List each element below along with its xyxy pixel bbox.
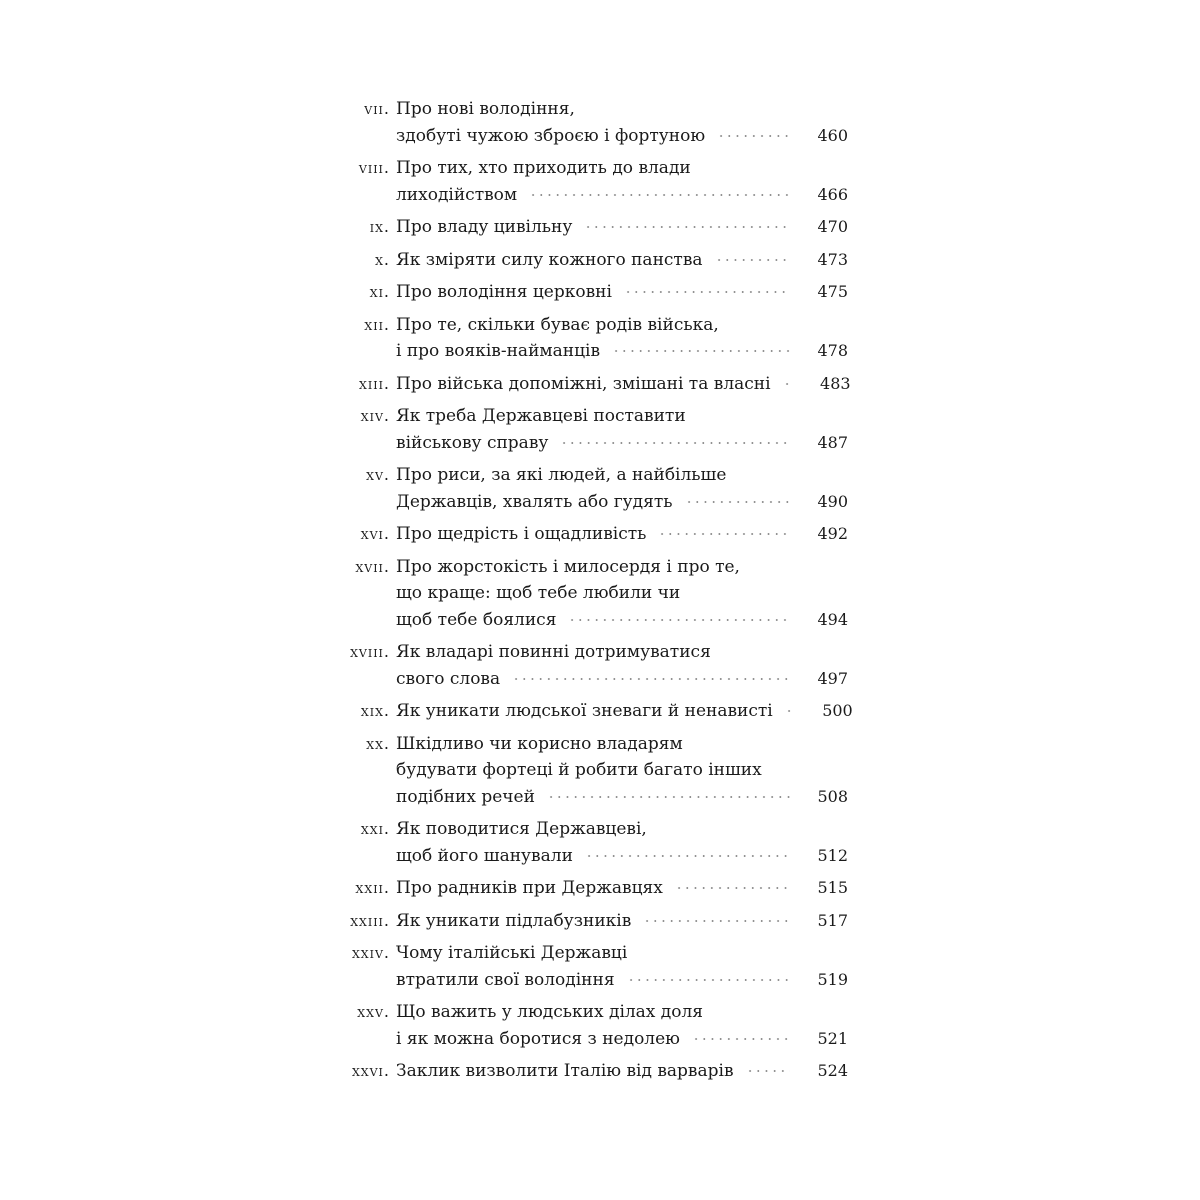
dot-leader	[529, 193, 790, 197]
chapter-title-last-line	[396, 489, 848, 516]
toc-entry[interactable]	[300, 1058, 848, 1085]
chapter-number: vii.	[364, 99, 390, 118]
chapter-number: xx.	[366, 733, 390, 753]
page-number: 490	[817, 491, 848, 511]
table-of-contents	[300, 96, 853, 1091]
chapter-title-last-line	[396, 182, 848, 209]
chapter-title-last-line	[396, 214, 848, 241]
page-number: 460	[817, 125, 848, 145]
chapter-number: xv.	[366, 465, 390, 484]
chapter-title-last-line	[396, 247, 848, 274]
chapter-title-line: Державців, хвалять або гудять	[396, 491, 673, 512]
chapter-number: xxii.	[355, 878, 390, 897]
chapter-title	[396, 403, 848, 456]
chapter-title-line: і про вояків-найманців	[396, 341, 601, 361]
chapter-title	[396, 214, 848, 241]
page-number: 475	[817, 282, 848, 301]
chapter-title-line: Про владу цивільну	[396, 217, 573, 237]
chapter-number: viii.	[358, 158, 390, 177]
chapter-title-last-line	[396, 1026, 848, 1053]
chapter-title-line: лиходійством	[396, 184, 518, 205]
page-number: 500	[822, 701, 853, 720]
page-number: 470	[817, 217, 848, 236]
page-number: 515	[817, 878, 848, 897]
dot-leader	[658, 532, 790, 536]
page-number: 497	[817, 668, 848, 688]
toc-entry[interactable]	[300, 816, 848, 869]
chapter-title-last-line	[396, 521, 848, 548]
chapter-title-last-line	[396, 666, 848, 693]
chapter-title-last-line	[396, 698, 853, 725]
chapter-number: xiii.	[359, 373, 390, 393]
chapter-title	[396, 279, 848, 306]
chapter-title-line: щоб його шанували	[396, 845, 573, 866]
chapter-title-line: Що важить у людських ділах доля	[396, 1002, 704, 1022]
chapter-title	[396, 999, 848, 1052]
chapter-title-line: будувати фортеці й робити багато інших	[396, 760, 762, 780]
chapter-title-line: Як треба Державцеві поставити	[396, 406, 686, 426]
toc-entry[interactable]	[300, 371, 851, 398]
chapter-title-line: здобуті чужою зброєю і фортуною	[396, 125, 706, 146]
dot-leader	[612, 349, 790, 353]
chapter-number: ix.	[369, 217, 390, 236]
chapter-title-last-line	[396, 1058, 848, 1085]
dot-leader	[783, 382, 793, 386]
dot-leader	[512, 677, 790, 681]
chapter-number: xvi.	[360, 524, 390, 543]
dot-leader	[785, 709, 795, 713]
toc-entry[interactable]	[300, 875, 848, 902]
page-number: 508	[817, 786, 848, 806]
chapter-title	[396, 698, 853, 725]
toc-entry[interactable]	[300, 999, 848, 1052]
chapter-title	[396, 1058, 848, 1085]
dot-leader	[715, 258, 790, 262]
chapter-title-last-line	[396, 607, 848, 634]
chapter-number: xxvi.	[351, 1061, 390, 1080]
dot-leader	[717, 134, 790, 138]
page-number: 478	[817, 341, 848, 360]
chapter-title-line: Про тих, хто приходить до влади	[396, 158, 691, 178]
chapter-title-line: Про риси, за які людей, а найбільше	[396, 465, 727, 485]
chapter-title-last-line	[396, 843, 848, 870]
chapter-title-last-line	[396, 875, 848, 902]
page-number: 519	[817, 969, 848, 989]
chapter-title-line: Про те, скільки буває родів війська,	[396, 314, 719, 335]
chapter-number: xviii.	[350, 642, 390, 661]
toc-entry[interactable]	[300, 908, 848, 935]
chapter-title-line: Про війська допоміжні, змішані та власні	[396, 373, 771, 394]
page-number: 492	[817, 524, 848, 543]
chapter-title	[396, 816, 848, 869]
chapter-title-last-line	[396, 784, 848, 811]
chapter-title	[396, 247, 848, 274]
chapter-number: xxi.	[360, 819, 390, 838]
toc-entry[interactable]	[300, 403, 848, 456]
toc-entry[interactable]	[300, 312, 848, 365]
chapter-title-last-line	[396, 371, 851, 398]
chapter-title-line: втратили свої володіння	[396, 969, 615, 990]
toc-entry[interactable]	[300, 214, 848, 241]
toc-entry[interactable]	[300, 731, 848, 811]
dot-leader	[584, 225, 790, 229]
chapter-title-last-line	[396, 123, 848, 150]
chapter-title-line: Як уникати підлабузників	[396, 910, 632, 931]
chapter-title-line: Про нові володіння,	[396, 99, 575, 119]
chapter-title-line: і як можна боротися з недолею	[396, 1028, 680, 1049]
chapter-title-line: військову справу	[396, 432, 549, 453]
chapter-title-line: Як владарі повинні дотримуватися	[396, 642, 711, 662]
chapter-title-line: Шкідливо чи корисно владарям	[396, 733, 683, 754]
page-number: 483	[820, 373, 851, 393]
toc-entry[interactable]	[300, 462, 848, 515]
chapter-number: xix.	[360, 701, 390, 720]
toc-entry[interactable]	[300, 639, 848, 692]
chapter-title-last-line	[396, 908, 848, 935]
chapter-title	[396, 554, 848, 634]
dot-leader	[627, 978, 790, 982]
chapter-number: xvii.	[355, 556, 390, 576]
toc-entry[interactable]	[300, 554, 848, 634]
chapter-title-line: свого слова	[396, 668, 501, 689]
chapter-title-line: Як зміряти силу кожного панства	[396, 249, 703, 270]
chapter-title-line: Чому італійські Державці	[396, 943, 628, 963]
dot-leader	[568, 618, 790, 622]
toc-entry[interactable]	[300, 96, 848, 149]
chapter-title-line: що краще: щоб тебе любили чи	[396, 583, 681, 603]
toc-entry[interactable]	[300, 940, 848, 993]
page-number: 517	[817, 910, 848, 930]
chapter-title-line: подібних речей	[396, 786, 535, 807]
dot-leader	[585, 854, 790, 858]
dot-leader	[624, 290, 790, 294]
page-number: 487	[817, 432, 848, 452]
chapter-number: x.	[375, 249, 390, 269]
chapter-number: xi.	[369, 282, 390, 301]
chapter-title	[396, 371, 851, 398]
chapter-number: xiv.	[360, 406, 390, 425]
page-number: 473	[817, 249, 848, 269]
dot-leader	[675, 886, 790, 890]
chapter-title	[396, 312, 848, 365]
chapter-title	[396, 462, 848, 515]
dot-leader	[692, 1037, 790, 1041]
chapter-title-line: Про радників при Державцях	[396, 878, 663, 898]
toc-entry[interactable]	[300, 247, 848, 274]
chapter-title-line: Як уникати людської зневаги й ненависті	[396, 701, 773, 721]
chapter-title	[396, 639, 848, 692]
dot-leader	[685, 500, 790, 504]
chapter-title-last-line	[396, 279, 848, 306]
chapter-title-line: Як поводитися Державцеві,	[396, 819, 647, 839]
dot-leader	[547, 795, 790, 799]
chapter-title-line: щоб тебе боялися	[396, 609, 557, 630]
chapter-title-line: Заклик визволити Італію від варварів	[396, 1061, 734, 1081]
dot-leader	[560, 441, 790, 445]
page-number: 524	[817, 1061, 848, 1080]
chapter-title	[396, 731, 848, 811]
chapter-title	[396, 96, 848, 149]
toc-entry[interactable]	[300, 279, 848, 306]
toc-entry[interactable]	[300, 698, 853, 725]
chapter-title	[396, 155, 848, 208]
chapter-title	[396, 940, 848, 993]
toc-entry[interactable]	[300, 521, 848, 548]
chapter-number: xxiv.	[351, 943, 390, 962]
dot-leader	[643, 919, 790, 923]
page-number: 521	[817, 1028, 848, 1048]
chapter-number: xxv.	[357, 1002, 390, 1021]
chapter-title	[396, 908, 848, 935]
chapter-number: xxiii.	[350, 910, 390, 930]
page-number: 512	[817, 845, 848, 865]
chapter-title-last-line	[396, 967, 848, 994]
chapter-number: xii.	[364, 314, 390, 334]
chapter-title-last-line	[396, 338, 848, 365]
page-number: 494	[817, 609, 848, 629]
toc-entry[interactable]	[300, 155, 848, 208]
chapter-title-last-line	[396, 430, 848, 457]
chapter-title	[396, 875, 848, 902]
chapter-title	[396, 521, 848, 548]
chapter-title-line: Про жорстокість і милосердя і про те,	[396, 556, 740, 577]
dot-leader	[746, 1069, 790, 1073]
chapter-title-line: Про щедрість і ощадливість	[396, 524, 647, 544]
chapter-title-line: Про володіння церковні	[396, 282, 612, 302]
page-number: 466	[817, 184, 848, 204]
